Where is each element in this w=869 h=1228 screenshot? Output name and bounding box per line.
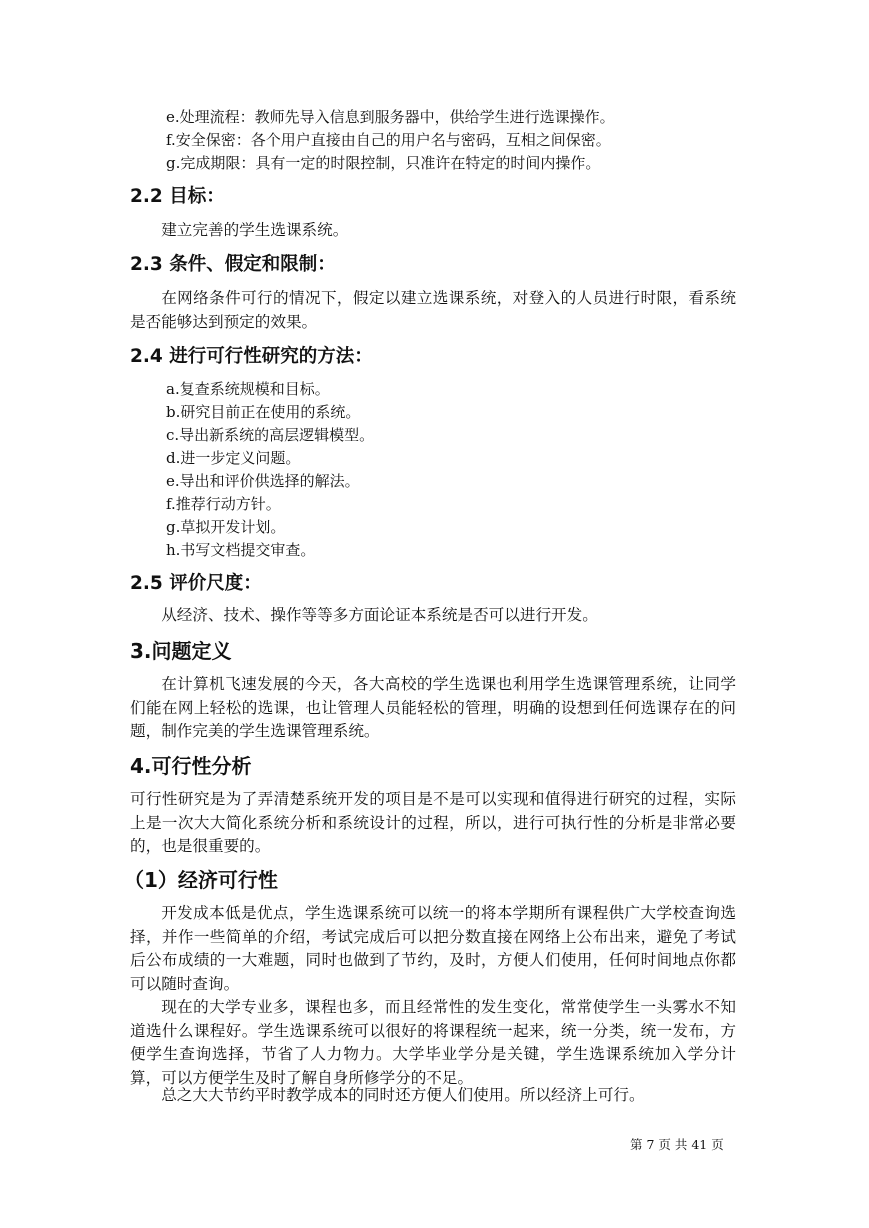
section-heading-4: 4.可行性分析 <box>130 754 252 778</box>
section-heading-3: 3.问题定义 <box>130 639 232 663</box>
section-heading-2-5: 2.5 评价尺度： <box>130 573 262 594</box>
page-footer: 第 7 页 共 41 页 <box>630 1137 724 1152</box>
list-item: b.研究目前正在使用的系统。 <box>166 403 361 421</box>
paragraph: 总之大大节约平时教学成本的同时还方便人们使用。所以经济上可行。 <box>161 1086 645 1104</box>
list-item: f.推荐行动方针。 <box>166 495 281 513</box>
paragraph: 开发成本低是优点，学生选课系统可以统一的将本学期所有课程供广大学校查询选择，并作一些简单的介绍，考试完成后可以把分数直接在网络上公布出来，避免了考试后公布成绩的一大难题，同时也做到了节约，及时，方便人们使用，任何时间地点你都可以随时查询。 <box>130 904 736 993</box>
list-item: c.导出新系统的高层逻辑模型。 <box>166 426 375 444</box>
paragraph: 可行性研究是为了弄清楚系统开发的项目是不是可以实现和值得进行研究的过程，实际上是一次大大简化系统分析和系统设计的过程，所以，进行可执行性的分析是非常必要的，也是很重要的。 <box>130 790 736 855</box>
list-item: h.书写文档提交审查。 <box>166 541 316 559</box>
paragraph: 现在的大学专业多，课程也多，而且经常性的发生变化，常常使学生一头雾水不知道选什么课程好。学生选课系统可以很好的将课程统一起来，统一分类，统一发布，方便学生查询选择，节省了人力物力。大学毕业学分是关键，学生选课系统加入学分计算，可以方便学生及时了解自身所修学分的不足。 <box>130 998 736 1087</box>
paragraph: 在计算机飞速发展的今天，各大高校的学生选课也利用学生选课管理系统，让同学们能在网上轻松的选课，也让管理人员能轻松的管理，明确的设想到任何选课存在的问题，制作完美的学生选课管理系统。 <box>130 675 736 740</box>
section-heading-2-4: 2.4 进行可行性研究的方法： <box>130 346 373 367</box>
paragraph: 建立完善的学生选课系统。 <box>161 221 349 239</box>
list-item: f.安全保密：各个用户直接由自己的用户名与密码，互相之间保密。 <box>166 131 611 149</box>
list-item: e.导出和评价供选择的解法。 <box>166 472 360 490</box>
list-item: g.草拟开发计划。 <box>166 518 286 536</box>
section-heading-2-2: 2.2 目标： <box>130 186 225 207</box>
section-heading-2-3: 2.3 条件、假定和限制： <box>130 254 336 275</box>
list-item: a.复查系统规模和目标。 <box>166 380 330 398</box>
list-item: g.完成期限：具有一定的时限控制，只准许在特定的时间内操作。 <box>166 154 601 172</box>
paragraph: 从经济、技术、操作等等多方面论证本系统是否可以进行开发。 <box>161 606 598 624</box>
list-item: d.进一步定义问题。 <box>166 449 301 467</box>
list-item: e.处理流程：教师先导入信息到服务器中，供给学生进行选课操作。 <box>166 108 615 126</box>
paragraph: 在网络条件可行的情况下，假定以建立选课系统，对登入的人员进行时限，看系统是否能够达到预定的效果。 <box>130 289 736 331</box>
subsection-heading-economic: （1）经济可行性 <box>124 868 278 892</box>
